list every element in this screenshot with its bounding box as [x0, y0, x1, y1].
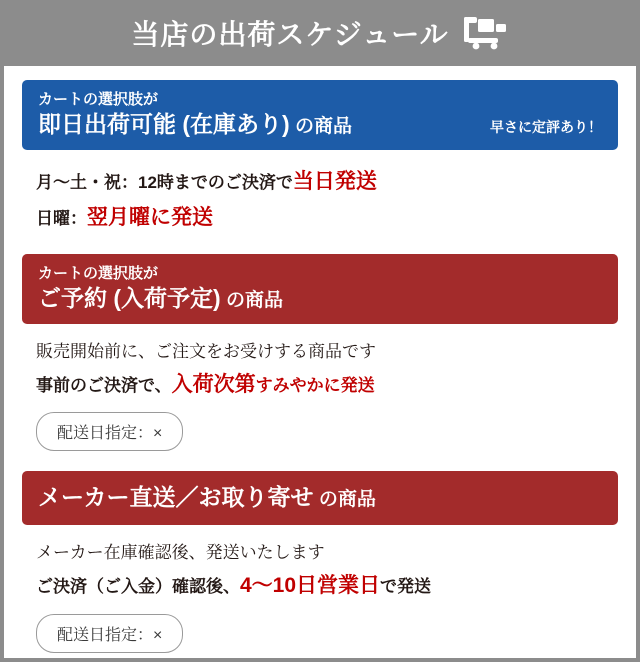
section-1-line-2-prefix: 日曜： — [36, 208, 87, 228]
section-1-line-1-prefix: 月〜土・祝： — [36, 173, 138, 193]
section-3-band-large-thin: の商品 — [313, 489, 376, 511]
section-1-line-1-middle: 12時までのご決済で — [138, 173, 293, 193]
page-header — [4, 4, 636, 66]
section-3-line-2 — [36, 568, 604, 604]
section-2-line-1: 販売開始前に、ご注文をお受けする商品です — [36, 341, 376, 361]
section-in-stock — [22, 80, 618, 236]
section-2-line-2-prefix: 事前のご決済で、 — [36, 375, 172, 395]
section-direct-shipment — [22, 471, 618, 652]
section-3-detail — [22, 525, 618, 604]
section-2-delivery-date-note: 配送日指定：× — [36, 412, 183, 451]
section-preorder — [22, 254, 618, 452]
section-2-line-2-highlight: 入荷次第 — [171, 372, 256, 396]
section-2-band — [22, 254, 618, 324]
section-2-line-2-highlight-small: すみやかに発送 — [255, 375, 375, 395]
section-2-band-large — [38, 284, 602, 314]
section-1-line-2 — [36, 200, 604, 236]
section-1-band-note: 早さに定評あり！ — [490, 119, 602, 136]
section-3-line-2-suffix: で発送 — [380, 577, 432, 597]
section-3-delivery-date-note: 配送日指定：× — [36, 614, 183, 653]
section-1-line-2-highlight: 翌月曜に発送 — [87, 205, 213, 229]
sections-container — [4, 66, 636, 653]
section-1-band — [22, 80, 618, 150]
section-1-detail — [22, 150, 618, 235]
section-2-band-large-thin: の商品 — [220, 289, 283, 311]
hand-truck-icon — [463, 16, 509, 55]
section-3-line-2-highlight: 4〜10日営業日 — [240, 574, 381, 598]
section-3-band-texts — [38, 483, 602, 513]
section-3-line-1: メーカー在庫確認後、発送いたします — [36, 543, 325, 563]
section-1-band-large — [38, 110, 482, 140]
section-2-band-small: カートの選択肢が — [38, 264, 159, 282]
section-1-line-1 — [36, 164, 604, 200]
section-3-line-2-prefix: ご決済（ご入金）確認後、 — [36, 577, 240, 597]
section-1-band-large-strong: 即日出荷可能 (在庫あり) — [38, 111, 290, 138]
section-2-band-large-strong: ご予約 (入荷予定) — [38, 284, 221, 311]
section-2-band-texts — [38, 264, 602, 314]
section-1-band-large-thin: の商品 — [289, 116, 352, 138]
section-1-band-small: カートの選択肢が — [38, 91, 159, 108]
section-1-line-1-highlight: 当日発送 — [292, 170, 377, 194]
page-title: 当店の出荷スケジュール — [131, 19, 449, 50]
section-3-band — [22, 471, 618, 525]
section-1-band-texts — [38, 90, 482, 140]
section-2-line-2 — [36, 367, 604, 403]
section-2-detail — [22, 324, 618, 403]
section-3-band-large-strong: メーカー直送／お取り寄せ — [38, 484, 314, 511]
section-3-band-large — [38, 483, 602, 513]
